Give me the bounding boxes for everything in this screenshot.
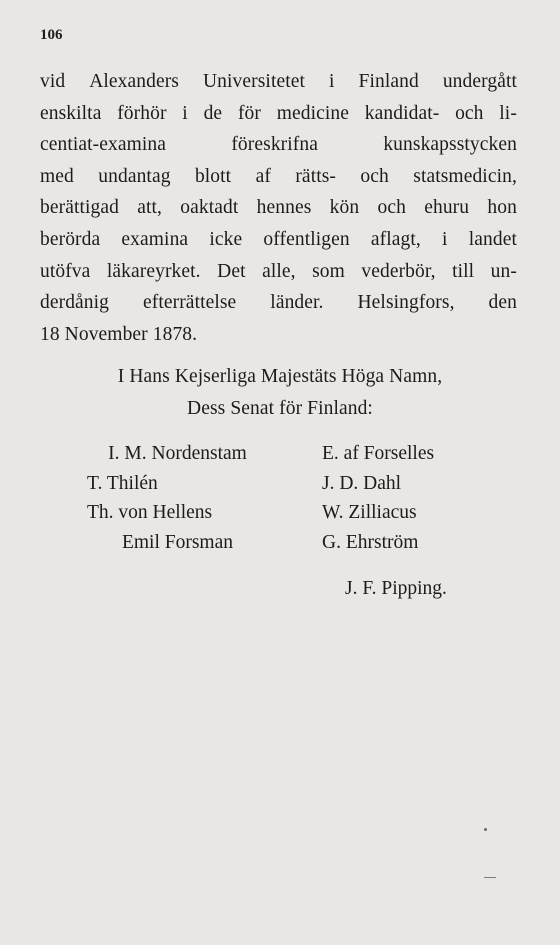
word: oaktadt xyxy=(180,197,239,219)
page-number: 106 xyxy=(40,27,63,43)
word: kunskapsstycken xyxy=(383,134,517,156)
word: och xyxy=(360,165,389,187)
signature: Emil Forsman xyxy=(121,531,234,553)
text-line xyxy=(40,319,517,351)
word: undantag xyxy=(98,165,171,187)
signature: G. Ehrström xyxy=(322,531,419,553)
word: li- xyxy=(499,102,517,124)
word: ehuru xyxy=(424,197,470,219)
text-line xyxy=(40,192,517,224)
final-signature: J. F. Pipping. xyxy=(345,578,447,599)
signature: Th. von Hellens xyxy=(87,502,213,523)
decree-body-text xyxy=(40,66,517,350)
word: 18 November 1878. xyxy=(40,323,198,345)
word: och xyxy=(455,102,484,124)
closing-formula: I Hans Kejserliga Majestäts Höga Namn, xyxy=(117,366,443,387)
word: i xyxy=(442,228,448,250)
closing-senate: Dess Senat för Finland: xyxy=(187,398,373,419)
word: hon xyxy=(487,197,517,219)
word: i xyxy=(182,102,188,124)
text-line xyxy=(40,287,517,319)
signatures-left-column xyxy=(85,439,270,557)
word: statsmedicin, xyxy=(413,165,517,187)
signature: I. M. Nordenstam xyxy=(108,443,247,464)
word: vederbör, xyxy=(361,260,436,282)
word: i xyxy=(329,71,335,92)
word: blott xyxy=(194,165,232,187)
word: centiat-examina xyxy=(40,134,167,156)
word: undergått xyxy=(442,71,517,92)
word: alle, xyxy=(262,260,296,282)
text-line xyxy=(40,129,517,161)
word: medicine xyxy=(276,102,350,124)
signatures-right-column xyxy=(322,439,502,557)
word: Helsingfors, xyxy=(357,292,455,314)
text-line xyxy=(40,161,517,193)
word: att, xyxy=(137,197,162,219)
word: Alexanders xyxy=(89,71,180,92)
word: med xyxy=(40,165,74,187)
word: derdånig xyxy=(40,292,110,314)
word: Finland xyxy=(358,71,419,92)
signature: W. Zilliacus xyxy=(322,502,417,523)
word: Det xyxy=(217,260,246,282)
signature: E. af Forselles xyxy=(322,443,435,464)
word: och xyxy=(377,197,406,219)
signature: J. D. Dahl xyxy=(322,472,402,494)
margin-speck xyxy=(484,828,487,831)
word: kön xyxy=(329,197,360,219)
word: icke xyxy=(209,228,243,250)
word: hennes xyxy=(256,197,312,219)
word: vid xyxy=(40,71,66,92)
word: landet xyxy=(468,228,517,250)
word: Universitetet xyxy=(203,71,306,92)
text-line xyxy=(40,256,517,288)
word: för xyxy=(237,102,261,124)
word: den xyxy=(488,292,517,314)
margin-dash xyxy=(484,877,496,878)
word: efterrättelse xyxy=(143,292,237,314)
text-line xyxy=(40,224,517,256)
text-line xyxy=(40,98,517,130)
word: kandidat- xyxy=(364,102,440,124)
word: aflagt, xyxy=(370,228,421,250)
word: till xyxy=(452,260,475,282)
word: berörda xyxy=(40,228,101,250)
text-line xyxy=(40,66,517,98)
word: examina xyxy=(121,228,189,250)
word: de xyxy=(203,102,223,124)
word: rätts- xyxy=(295,165,337,187)
word: länder. xyxy=(270,292,324,314)
word: läkareyrket. xyxy=(106,260,201,282)
word: af xyxy=(255,165,271,187)
word: förhör xyxy=(117,102,167,124)
word: un- xyxy=(490,260,517,282)
word: föreskrifna xyxy=(231,134,318,156)
word: offentligen xyxy=(263,228,350,250)
word: utöfva xyxy=(40,260,91,282)
signature: T. Thilén xyxy=(87,472,158,494)
word: som xyxy=(312,260,345,282)
word: enskilta xyxy=(40,102,102,124)
word: berättigad xyxy=(40,197,119,219)
